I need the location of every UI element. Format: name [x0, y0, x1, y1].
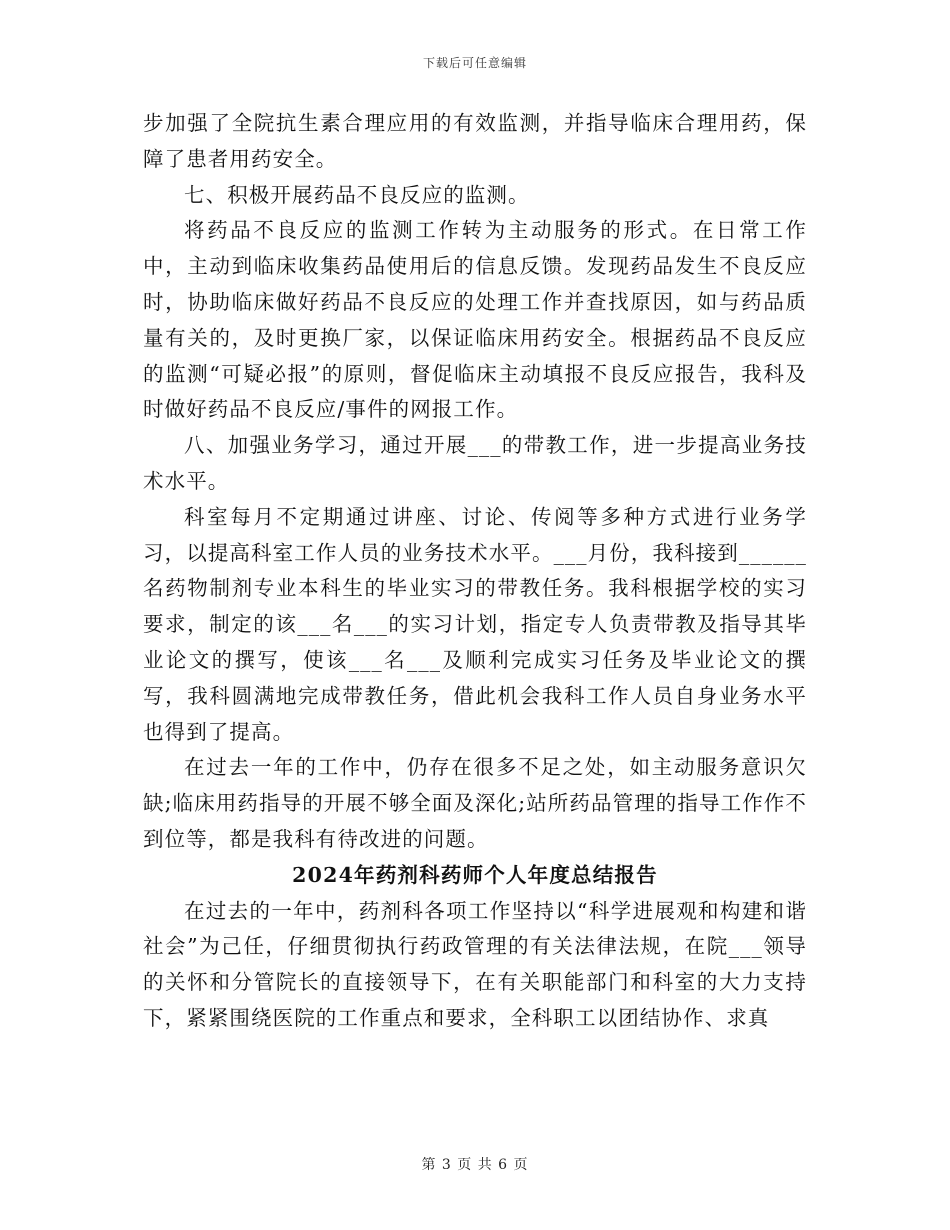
section-heading-eight: 八、加强业务学习，通过开展___的带教工作，进一步提高业务技术水平。	[143, 433, 807, 493]
body-paragraph: 将药品不良反应的监测工作转为主动服务的形式。在日常工作中，主动到临床收集药品使用后的信息反馈。发现药品发生不良反应时，协助临床做好药品不良反应的处理工作并查找原因，如与药品质量有关的，及时更换厂家，以保证临床用药安全。根据药品不良反应的监测“可疑必报”的原则，督促临床主动填报不良反应报告，我科及时做好药品不良反应/事件的网报工作。	[143, 218, 807, 422]
body-paragraph: 科室每月不定期通过讲座、讨论、传阅等多种方式进行业务学习，以提高科室工作人员的业务技术水平。___月份，我科接到______名药物制剂专业本科生的毕业实习的带教任务。我科根据学校的实习要求，制定的该___名___的实习计划，指定专人负责带教及指导其毕业论文的撰写，使该___名___及顺利完成实习任务及毕业论文的撰写，我科圆满地完成带教任务，借此机会我科工作人员自身业务水平也得到了提高。	[143, 504, 807, 744]
document-body	[143, 106, 807, 1037]
page-header: 下载后可任意编辑	[422, 56, 527, 70]
body-paragraph: 在过去的一年中，药剂科各项工作坚持以“科学进展观和构建和谐社会”为己任，仔细贯彻执行药政管理的有关法律法规，在院___领导的关怀和分管院长的直接领导下，在有关职能部门和科室的大力支持下，紧紧围绕医院的工作重点和要求，全科职工以团结协作、求真	[143, 898, 807, 1030]
body-paragraph: 在过去一年的工作中，仍存在很多不足之处，如主动服务意识欠缺;临床用药指导的开展不够全面及深化;站所药品管理的指导工作作不到位等，都是我科有待改进的问题。	[143, 755, 808, 851]
section-heading-seven: 七、积极开展药品不良反应的监测。	[184, 182, 530, 207]
page-number-footer: 第 3 页 共 6 页	[421, 1157, 529, 1173]
body-paragraph: 步加强了全院抗生素合理应用的有效监测，并指导临床合理用药，保障了患者用药安全。	[143, 111, 807, 171]
document-title: 2024年药剂科药师个人年度总结报告	[292, 862, 658, 887]
